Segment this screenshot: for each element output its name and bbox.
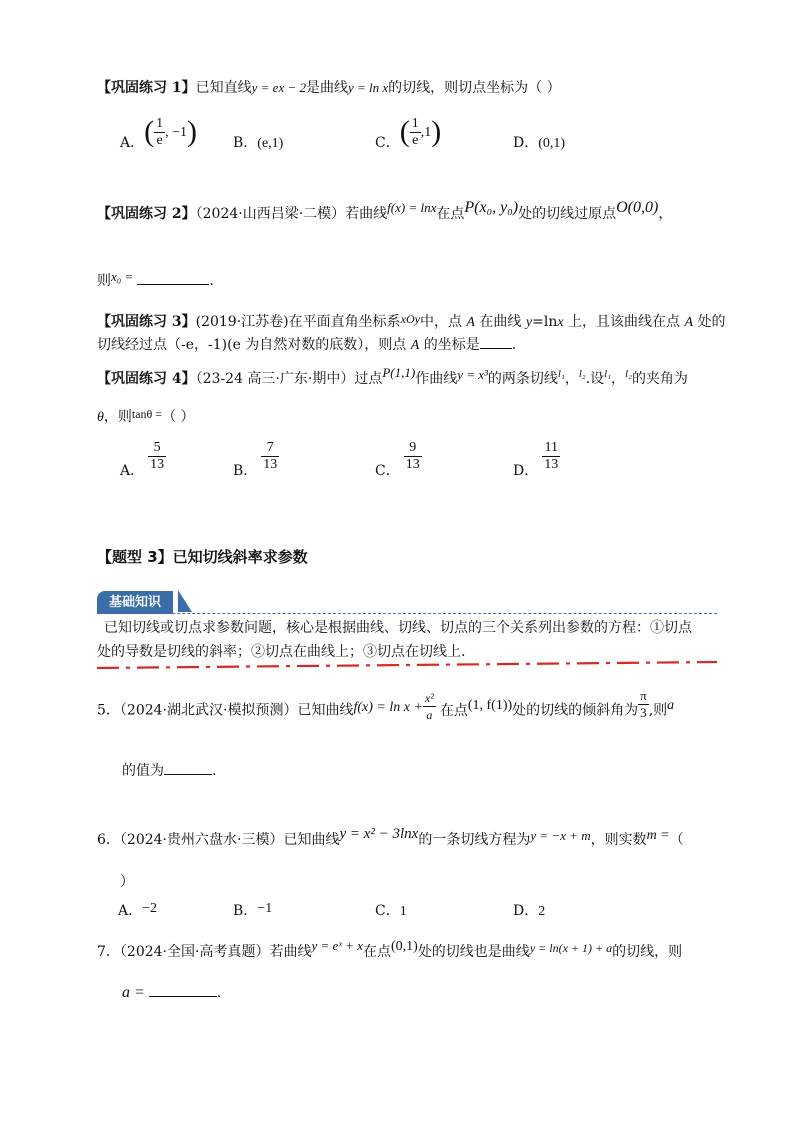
q7-curve-2: y = ln(x + 1) + a: [529, 941, 613, 955]
q4-comma: ，: [564, 371, 579, 387]
q4-tan: tanθ =: [131, 407, 163, 421]
q4-label: 【巩固练习 4】: [97, 371, 196, 387]
q1-option-a-letter: A．: [120, 135, 145, 151]
q4-option-c-letter: C．: [375, 463, 400, 479]
q7-point: (0,1): [390, 939, 418, 954]
question-3: [97, 313, 725, 332]
q1-text-a: 已知直线: [195, 80, 252, 96]
q2-text-b: 处的切线过原点: [518, 206, 617, 222]
q1-option-b-letter: B．: [233, 135, 258, 151]
q6-option-a-letter: A．: [118, 903, 143, 919]
q4-l1-b: l₁: [604, 368, 612, 380]
q4-option-a-letter: A．: [120, 463, 145, 479]
question-4: [97, 365, 688, 389]
q2-variable: x₀ =: [111, 269, 134, 284]
q6-option-d: [513, 902, 545, 921]
q2-line-2: [97, 269, 214, 290]
q3-coord: xOy: [400, 312, 420, 326]
q1-option-c-fraction: $\frac{1}{e}$: [411, 115, 419, 148]
q5-fraction: $\frac{\text{x²}}{a}$: [424, 691, 434, 722]
q6-line: y = −x + m: [530, 828, 591, 843]
q2-func: f(x) = lnx: [387, 200, 437, 215]
q3-curve-y: y: [525, 315, 533, 330]
q6-line-2: ）: [120, 874, 134, 890]
q4-text-d: 的夹角为: [631, 371, 688, 387]
tab-corner: [178, 590, 192, 612]
q2-text-c: ，: [658, 206, 673, 222]
q3-point-a-2: A: [684, 315, 694, 330]
q6-option-c: [375, 902, 407, 921]
q6-curve: y = x² − 3lnx: [339, 826, 419, 842]
q1-option-c-letter: C．: [375, 135, 400, 151]
q1-text-b: 是曲线: [305, 80, 348, 96]
q4-option-b-letter: B．: [233, 463, 258, 479]
q4-line-2: [97, 408, 195, 427]
q5-answer-blank[interactable]: [164, 774, 212, 775]
question-2: [97, 199, 673, 223]
q2-origin: O(0,0): [616, 199, 659, 216]
q3-text-1f: 处的: [693, 314, 726, 330]
q5-line2-text: 的值为: [122, 763, 164, 779]
q4-text-b: 的两条切线: [487, 371, 558, 387]
q3-point-a: A: [466, 315, 475, 330]
q3-text-1c: 在曲线: [474, 314, 526, 330]
q4-option-d-letter: D．: [513, 463, 539, 479]
q3-answer-blank[interactable]: [480, 348, 512, 349]
q5-angle: $\frac{\pi}{3}$: [640, 688, 647, 720]
q6-option-b-value: −1: [257, 901, 273, 916]
q4-point: P(1,1): [382, 365, 416, 380]
q6-text-b: ，则实数: [590, 832, 647, 848]
q3-label: 【巩固练习 3】: [97, 314, 196, 330]
q1-option-d-value: (0,1): [538, 136, 566, 151]
q7-period: .: [216, 985, 222, 1001]
q5-text-a: 在点: [439, 702, 468, 719]
q5-point: (1, f(1)): [467, 697, 513, 713]
q3-line-2: [97, 336, 516, 355]
q2-point: P(x₀, y₀): [464, 199, 519, 216]
q4-choice-paren: （ ）: [162, 409, 195, 425]
section-title: 【题型 3】已知切线斜率求参数: [97, 548, 308, 566]
q1-option-c: C．( $\frac{1}{e}$ ,1): [375, 115, 442, 151]
question-5: [97, 688, 675, 727]
q4-source: （23-24 高三·广东·期中）过点: [195, 371, 383, 387]
q6-option-c-value: 1: [399, 904, 407, 919]
q1-curve-eq: y = ln x: [347, 80, 389, 95]
q4-option-a-fraction: $\frac{5}{13}$: [150, 440, 165, 472]
q2-source: （2024·山西吕梁·二模）若曲线: [195, 206, 388, 222]
q2-then: 则: [97, 273, 111, 289]
q6-option-d-letter: D．: [513, 903, 539, 919]
q6-option-a-value: −2: [142, 901, 158, 916]
q4-option-c: [375, 440, 422, 480]
q1-option-d-letter: D．: [513, 135, 539, 151]
q5-period: .: [212, 763, 217, 779]
q1-option-a-fraction: $\frac{1}{e}$: [156, 115, 164, 148]
q6-source: （2024·贵州六盘水·三模）已知曲线: [119, 832, 340, 848]
q4-theta: θ: [97, 410, 104, 425]
q2-label: 【巩固练习 2】: [97, 206, 196, 222]
q7-text-b: 处的切线也是曲线: [417, 944, 530, 960]
q3-text-1e: 上，且该曲线在点: [563, 314, 685, 330]
q1-option-b-value: (e,1): [257, 136, 284, 151]
q7-number: 7．: [97, 944, 120, 960]
q3-curve-x: x: [557, 315, 564, 330]
q4-comma-2: ，: [611, 371, 626, 387]
knowledge-line-1: 已知切线或切点求参数问题，核心是根据曲线、切线、切点的三个关系列出参数的方程：①切点: [104, 620, 692, 636]
q7-curve: y = eˣ + x: [311, 938, 363, 953]
q7-answer-blank[interactable]: [149, 996, 217, 997]
knowledge-tab-label: 基础知识: [97, 591, 173, 614]
q4-l1: l₁: [557, 368, 565, 380]
q3-text-2b: 的坐标是: [419, 337, 480, 353]
knowledge-tab: [97, 591, 173, 610]
q4-l2: l₂: [578, 368, 586, 380]
knowledge-top-rule: [97, 613, 717, 614]
question-1: [97, 79, 561, 97]
q1-option-d: [513, 126, 565, 153]
q1-text-c: 的切线，则切点坐标为（ ）: [388, 80, 561, 96]
q4-l2-b: l₂: [625, 368, 632, 380]
q7-text-a: 在点: [362, 944, 391, 960]
q3-period: .: [511, 337, 517, 353]
q5-text-c: ,则: [648, 702, 668, 719]
q5-var: a: [667, 697, 675, 713]
q2-answer-blank[interactable]: [137, 284, 209, 285]
q7-line-2: [122, 984, 221, 1002]
q1-option-b: [233, 126, 283, 153]
knowledge-line-2: 处的导数是切线的斜率；②切点在曲线上；③切点在切线上.: [97, 644, 466, 660]
q4-then: ，则: [103, 409, 132, 425]
q1-label: 【巩固练习 1】: [97, 80, 196, 96]
q4-text-c: .设: [585, 371, 605, 387]
q7-source: （2024·全国·高考真题）若曲线: [119, 944, 312, 960]
q1-option-a: A．( $\frac{1}{e}$ , −1): [120, 115, 198, 151]
q3-point-a-3: A: [410, 338, 420, 353]
q5-source: （2024·湖北武汉·模拟预测）已知曲线: [119, 702, 354, 719]
q4-curve: y = x³: [457, 367, 488, 382]
question-7: [97, 938, 683, 962]
q6-option-d-value: 2: [538, 904, 546, 919]
q3-text-1a: (2019·江苏卷)在平面直角坐标系: [195, 314, 401, 330]
q4-option-b-fraction: $\frac{7}{13}$: [263, 440, 278, 472]
q6-option-a: [118, 902, 157, 921]
q4-option-d-fraction: $\frac{11}{13}$: [544, 440, 559, 472]
q6-text-a: 的一条切线方程为: [418, 832, 531, 848]
q7-text-c: 的切线，则: [612, 944, 683, 960]
q5-number: 5．: [97, 702, 120, 719]
q6-option-b-letter: B．: [233, 903, 258, 919]
q4-option-d: [513, 440, 560, 480]
q3-text-1b: 中，点: [419, 314, 467, 330]
q3-text-2a: 切线经过点（-e，-1)(e 为自然对数的底数），则点: [97, 337, 411, 353]
q7-var: a =: [122, 984, 145, 1001]
q6-option-b: [233, 902, 272, 921]
q4-option-c-fraction: $\frac{9}{13}$: [405, 440, 420, 472]
knowledge-bottom-rule: [97, 660, 721, 672]
q2-text-a: 在点: [436, 206, 465, 222]
q6-number: 6．: [97, 832, 120, 848]
q6-var: m =: [646, 828, 670, 843]
q6-option-c-letter: C．: [375, 903, 400, 919]
q3-text-1d: =ln: [532, 314, 558, 330]
q5-text-b: 处的切线的倾斜角为: [512, 702, 639, 719]
q1-line-eq: y = ex − 2: [251, 80, 306, 95]
q4-option-a: [120, 440, 166, 480]
q1-option-a-rest: , −1: [165, 125, 188, 140]
q6-text-c: （: [669, 832, 684, 848]
q1-option-c-rest: ,1: [420, 125, 432, 140]
question-6: [97, 826, 684, 850]
q4-text-a: 作曲线: [415, 371, 458, 387]
q5-line-2: [122, 762, 216, 780]
q4-option-b: [233, 440, 279, 480]
q5-func: f(x) = ln x +: [353, 699, 423, 715]
q2-period: .: [209, 273, 214, 289]
